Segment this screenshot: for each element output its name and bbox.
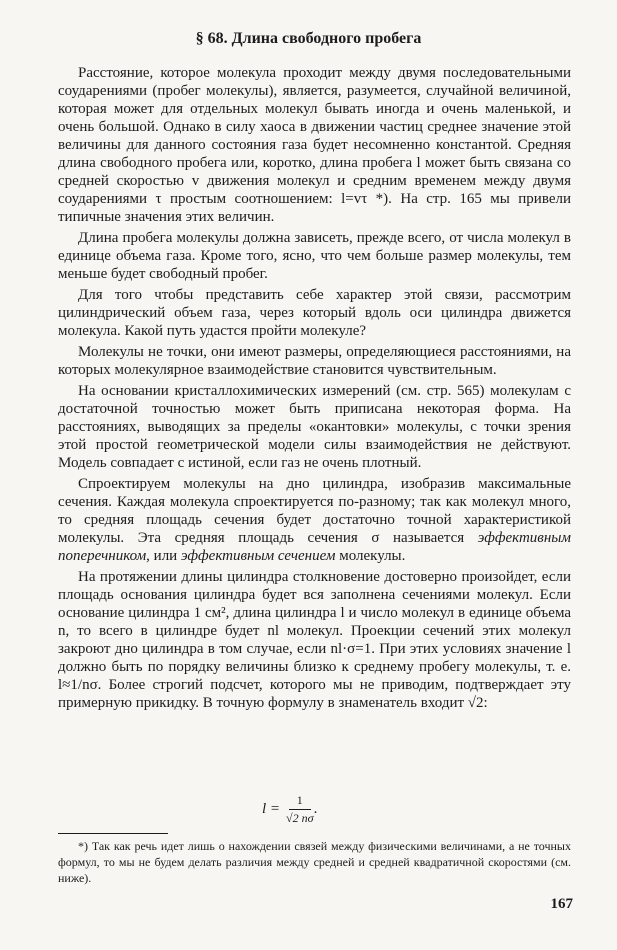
paragraph-2: Длина пробега молекулы должна зависеть, прежде всего, от числа молекул в единице объема газа. Кроме того, ясно, что чем больше размер молекулы, тем меньше будет свободный пробег.: [58, 230, 571, 282]
page-number: 167: [550, 896, 573, 912]
paragraph-7: На протяжении длины цилиндра столкновение достоверно произойдет, если площадь основания цилиндра будет вся заполнена сечениями молекул. Если основание цилиндра 1 см², длина цилиндра l и число молекул в единице объема n, то всего в цилиндре будет nl молекул. Проекции сечений этих молекул закроют дно цилиндра в том случае, если nl·σ=1. При этих условиях значение l должно быть по порядку величины близко к среднему пробегу молекулы, т. е. l≈1/nσ. Более строгий подсчет, которого мы не приводим, подтверждает эту примерную прикидку. В точную формулу в знаменатель входит √2:: [58, 569, 571, 711]
footnote: *) Так как речь идет лишь о нахождении связей между физическими величинами, а не точных формул, то мы не будем делать различия между средней и средней квадратичной скоростями (см. ниже).: [58, 839, 571, 885]
formula-denominator: √2 nσ: [286, 811, 314, 825]
footnote-divider: [58, 833, 168, 834]
paragraph-6: [58, 475, 571, 565]
section-title: § 68. Длина свободного пробега: [195, 30, 422, 47]
paragraph-6-after: молекулы.: [335, 548, 406, 564]
paragraph-6-mid: , или: [146, 548, 181, 564]
mean-free-path-formula: [262, 793, 317, 826]
term-effective-diameter: эффективным поперечником: [58, 530, 571, 564]
paragraph-4: Молекулы не точки, они имеют размеры, определяющиеся расстояниями, на которых молекулярное взаимодействие становится чувствительным.: [58, 344, 571, 378]
formula-numerator: 1: [289, 793, 311, 810]
formula-lhs: l =: [262, 801, 281, 817]
paragraph-1: Расстояние, которое молекула проходит между двумя последовательными соударениями (пробег молекулы), является, разумеется, случайной величиной, которая может для отдельных молекул бывать иногда и очень маленькой, и очень большой. Однако в силу хаоса в движении частиц среднее значение этой величины для данного состояния газа будет несомненно константой. Средняя длина свободного пробега или, коротко, длина пробега l может быть связана со средней скоростью v движения молекул и средним временем между двумя соударениями τ простым соотношением: l=vτ *). На стр. 165 мы привели типичные значения этих величин.: [58, 65, 571, 225]
paragraph-5: На основании кристаллохимических измерений (см. стр. 565) молекулам с достаточной точностью может быть приписана некоторая форма. На расстояниях, выводящих за пределы «окантовки» молекулы, с точки зрения этой простой геометрической модели силы взаимодействия не действуют. Модель совпадает с истиной, если газ не очень плотный.: [58, 383, 571, 471]
term-effective-cross-section: эффективным сечением: [180, 548, 336, 564]
formula-fraction: [286, 793, 314, 826]
body-text: [58, 64, 571, 715]
formula-end: .: [313, 801, 318, 817]
paragraph-6-before: Спроектируем молекулы на дно цилиндра, изобразив максимальные сечения. Каждая молекула спроектируется по-разному; так как молекул много, то средняя площадь сечения будет достаточно точной характеристикой молекулы. Эта средняя площадь сечения σ называется: [58, 476, 571, 546]
paragraph-3: Для того чтобы представить себе характер этой связи, рассмотрим цилиндрический объем газа, через который вдоль оси цилиндра движется молекула. Какой путь удастся пройти молекуле?: [58, 287, 571, 339]
